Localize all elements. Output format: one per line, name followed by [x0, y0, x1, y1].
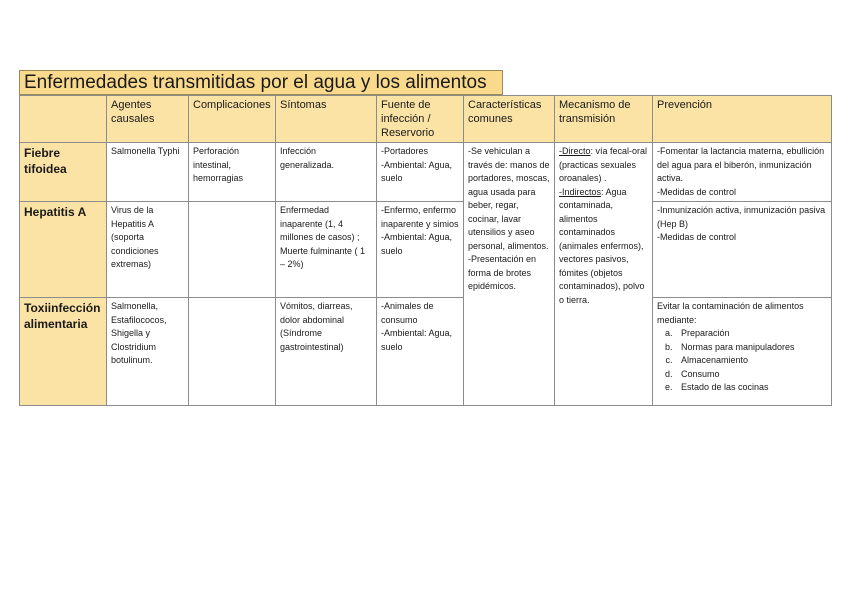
header-sintomas: Síntomas	[276, 96, 377, 143]
prevencion-line: -Medidas de control	[657, 232, 737, 242]
cell-sintomas: Enfermedad inaparente (1, 4 millones de casos) ; Muerte fulminante ( 1 – 2%)	[276, 202, 377, 298]
row-title-toxiinfeccion: Toxiinfección alimentaria	[20, 298, 107, 406]
table-row-toxiinfeccion	[20, 298, 832, 406]
cell-caracteristicas	[464, 143, 555, 406]
fuente-line: -Enfermo, enfermo inaparente y simios	[381, 205, 459, 229]
row-title-hepatitis-a: Hepatitis A	[20, 202, 107, 298]
row-title-fiebre-tifoidea: Fiebre tifoidea	[20, 143, 107, 202]
cell-agentes: Salmonella, Estafilococos, Shigella y Clostridium botulinum.	[107, 298, 189, 406]
page-title: Enfermedades transmitidas por el agua y los alimentos	[19, 70, 503, 95]
header-agentes: Agentes causales	[107, 96, 189, 143]
cell-prevencion	[653, 298, 832, 406]
header-corner	[20, 96, 107, 143]
prevencion-line: -Inmunización activa, inmunización pasiva (Hep B)	[657, 205, 826, 229]
header-mecanismo: Mecanismo de transmisión	[555, 96, 653, 143]
fuente-line: -Animales de consumo	[381, 301, 434, 325]
diseases-table	[19, 95, 832, 406]
indirecto-text: : Agua contaminada, alimentos contaminados (animales enfermos), vectores pasivos, fómites (objetos contaminados), polvo o tierra.	[559, 186, 645, 305]
mecanismo-directo	[559, 145, 648, 186]
list-item: c. Almacenamiento	[675, 354, 827, 368]
header-prevencion: Prevención	[653, 96, 832, 143]
caracteristicas-line: -Se vehiculan a través de: manos de portadores, moscas, agua usada para beber, regar, cocinar, lavar utensilios y aseo personal, alimentos.	[468, 146, 550, 251]
cell-sintomas: Vómitos, diarreas, dolor abdominal (Síndrome gastrointestinal)	[276, 298, 377, 406]
mecanismo-indirecto	[559, 186, 648, 308]
list-item: e. Estado de las cocinas	[675, 381, 827, 395]
prevencion-list	[657, 327, 827, 395]
header-caracteristicas: Características comunes	[464, 96, 555, 143]
header-row	[20, 96, 832, 143]
prevencion-line: -Fomentar la lactancia materna, ebullición del agua para el biberón, inmunización activa.	[657, 146, 825, 183]
cell-fuente	[377, 202, 464, 298]
header-complicaciones: Complicaciones	[189, 96, 276, 143]
cell-complicaciones	[189, 202, 276, 298]
cell-prevencion	[653, 202, 832, 298]
directo-label: -Directo	[559, 146, 591, 156]
fuente-line: -Ambiental: Agua, suelo	[381, 232, 453, 256]
fuente-line: -Portadores	[381, 146, 429, 156]
list-item: a. Preparación	[675, 327, 827, 341]
cell-prevencion	[653, 143, 832, 202]
cell-complicaciones	[189, 298, 276, 406]
directo-text: : vía fecal-oral (practicas sexuales oroanales) .	[559, 146, 648, 183]
fuente-line: -Ambiental: Agua, suelo	[381, 328, 453, 352]
table-row-fiebre-tifoidea	[20, 143, 832, 202]
cell-mecanismo	[555, 143, 653, 406]
table-row-hepatitis-a	[20, 202, 832, 298]
fuente-line: -Ambiental: Agua, suelo	[381, 159, 453, 183]
cell-fuente	[377, 143, 464, 202]
prevencion-intro: Evitar la contaminación de alimentos mediante:	[657, 301, 804, 325]
indirecto-label: -Indirectos	[559, 186, 602, 197]
cell-agentes: Virus de la Hepatitis A (soporta condiciones extremas)	[107, 202, 189, 298]
cell-complicaciones: Perforación intestinal, hemorragias	[189, 143, 276, 202]
header-fuente: Fuente de infección / Reservorio	[377, 96, 464, 143]
list-item: d. Consumo	[675, 368, 827, 382]
list-item: b. Normas para manipuladores	[675, 341, 827, 355]
prevencion-line: -Medidas de control	[657, 186, 737, 197]
caracteristicas-line: -Presentación en forma de brotes epidémicos.	[468, 254, 537, 291]
cell-agentes: Salmonella Typhi	[107, 143, 189, 202]
cell-sintomas: Infección generalizada.	[276, 143, 377, 202]
cell-fuente	[377, 298, 464, 406]
